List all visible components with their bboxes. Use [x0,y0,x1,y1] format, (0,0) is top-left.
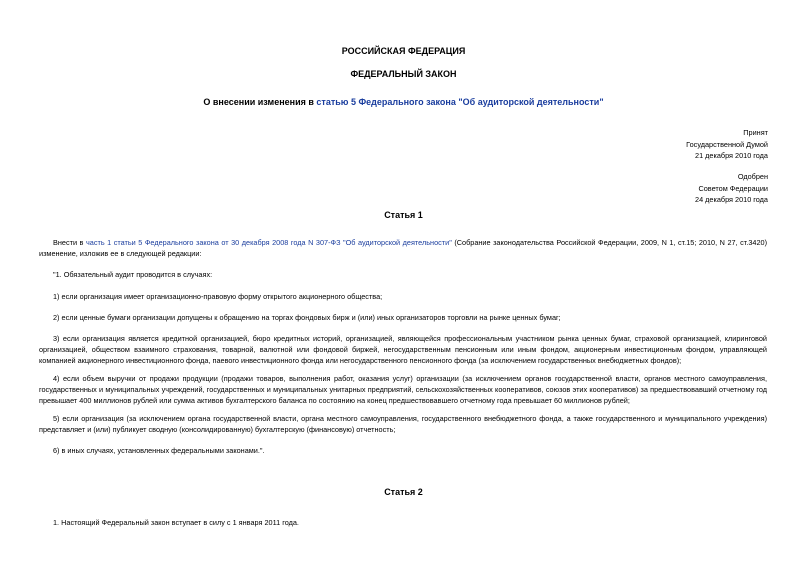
adopted-line-1: Принят [743,128,768,137]
article-1-item: 2) если ценные бумаги организации допущены к обращению на торгах фондовых бирж и (или) иных организаторов торговли на рынке ценных бумаг; [53,313,561,322]
article-1-item: 1) если организация имеет организационно-правовую форму открытого акционерного общества; [53,292,383,301]
article-1-item: "1. Обязательный аудит проводится в случаях: [53,270,213,279]
document-country: РОССИЙСКАЯ ФЕДЕРАЦИЯ [341,46,466,56]
approved-line-3: 24 декабря 2010 года [695,195,768,205]
article-1-heading: Статья 1 [384,210,423,220]
document-title [0,97,807,107]
article-1-item: 6) в иных случаях, установленных федеральными законами.". [53,446,265,455]
article-1-intro-prefix: Внести в [53,238,86,247]
approved-line-1: Одобрен [737,172,768,181]
article-1-intro [39,238,767,260]
article-2-heading: Статья 2 [384,487,423,497]
article-2-text: 1. Настоящий Федеральный закон вступает в силу с 1 января 2011 года. [53,518,299,527]
document-kind: ФЕДЕРАЛЬНЫЙ ЗАКОН [350,69,457,79]
article-1-item: 5) если организация (за исключением органа государственной власти, органа местного самоуправления, государственного внебюджетного фонда, а также государственного и муниципального учреждения) представляет и (или) публикует сводную (консолидированную) бухгалтерскую (финансовую) отчетность; [39,414,767,434]
article-1-item: 4) если объем выручки от продажи продукции (продажи товаров, выполнения работ, оказания услуг) организации (за исключением органов государственной власти, органов местного самоуправления, государственных и муниципальных учреждений, государственных и муниципальных унитарных предприятий, сельскохозяйственных кооперативов, союзов этих кооперативов) за предшествовавший отчетному год превышает 400 миллионов рублей или сумма активов бухгалтерского баланса по состоянию на конец предшествовавшего отчетному года превышает 60 миллионов рублей; [39,374,767,405]
article-1-intro-suffix: (Собрание законодательства Российской Федерации, 2009, N 1, ст.15; 2010, N 27, ст.3420) изменение, изложив ее в следующей редакции: [39,238,768,258]
document-title-link[interactable]: статью 5 Федерального закона "Об аудиторской деятельности" [316,97,604,107]
article-1-item: 3) если организация является кредитной организацией, бюро кредитных историй, организацией, являющейся профессиональным участником рынка ценных бумаг, страховой организацией, клиринговой организацией, обществом взаимного страхования, товарной, валютной или фондовой биржей, негосударственным пенсионным или иным фондом, акционерным инвестиционным фондом, управляющей компанией акционерного инвестиционного фонда, паевого инвестиционного фонда или негосударственного пенсионного фонда (за исключением государственных внебюджетных фондов); [39,334,767,365]
article-1-intro-link[interactable]: часть 1 статьи 5 Федерального закона от 30 декабря 2008 года N 307-ФЗ "Об аудиторской деятельности" [85,238,452,247]
adopted-block [686,127,768,162]
approved-block [695,171,768,206]
document-title-prefix: О внесении изменения в [203,97,317,107]
adopted-line-2: Государственной Думой [686,139,768,149]
adopted-line-3: 21 декабря 2010 года [695,151,768,161]
approved-line-2: Советом Федерации [698,183,768,193]
